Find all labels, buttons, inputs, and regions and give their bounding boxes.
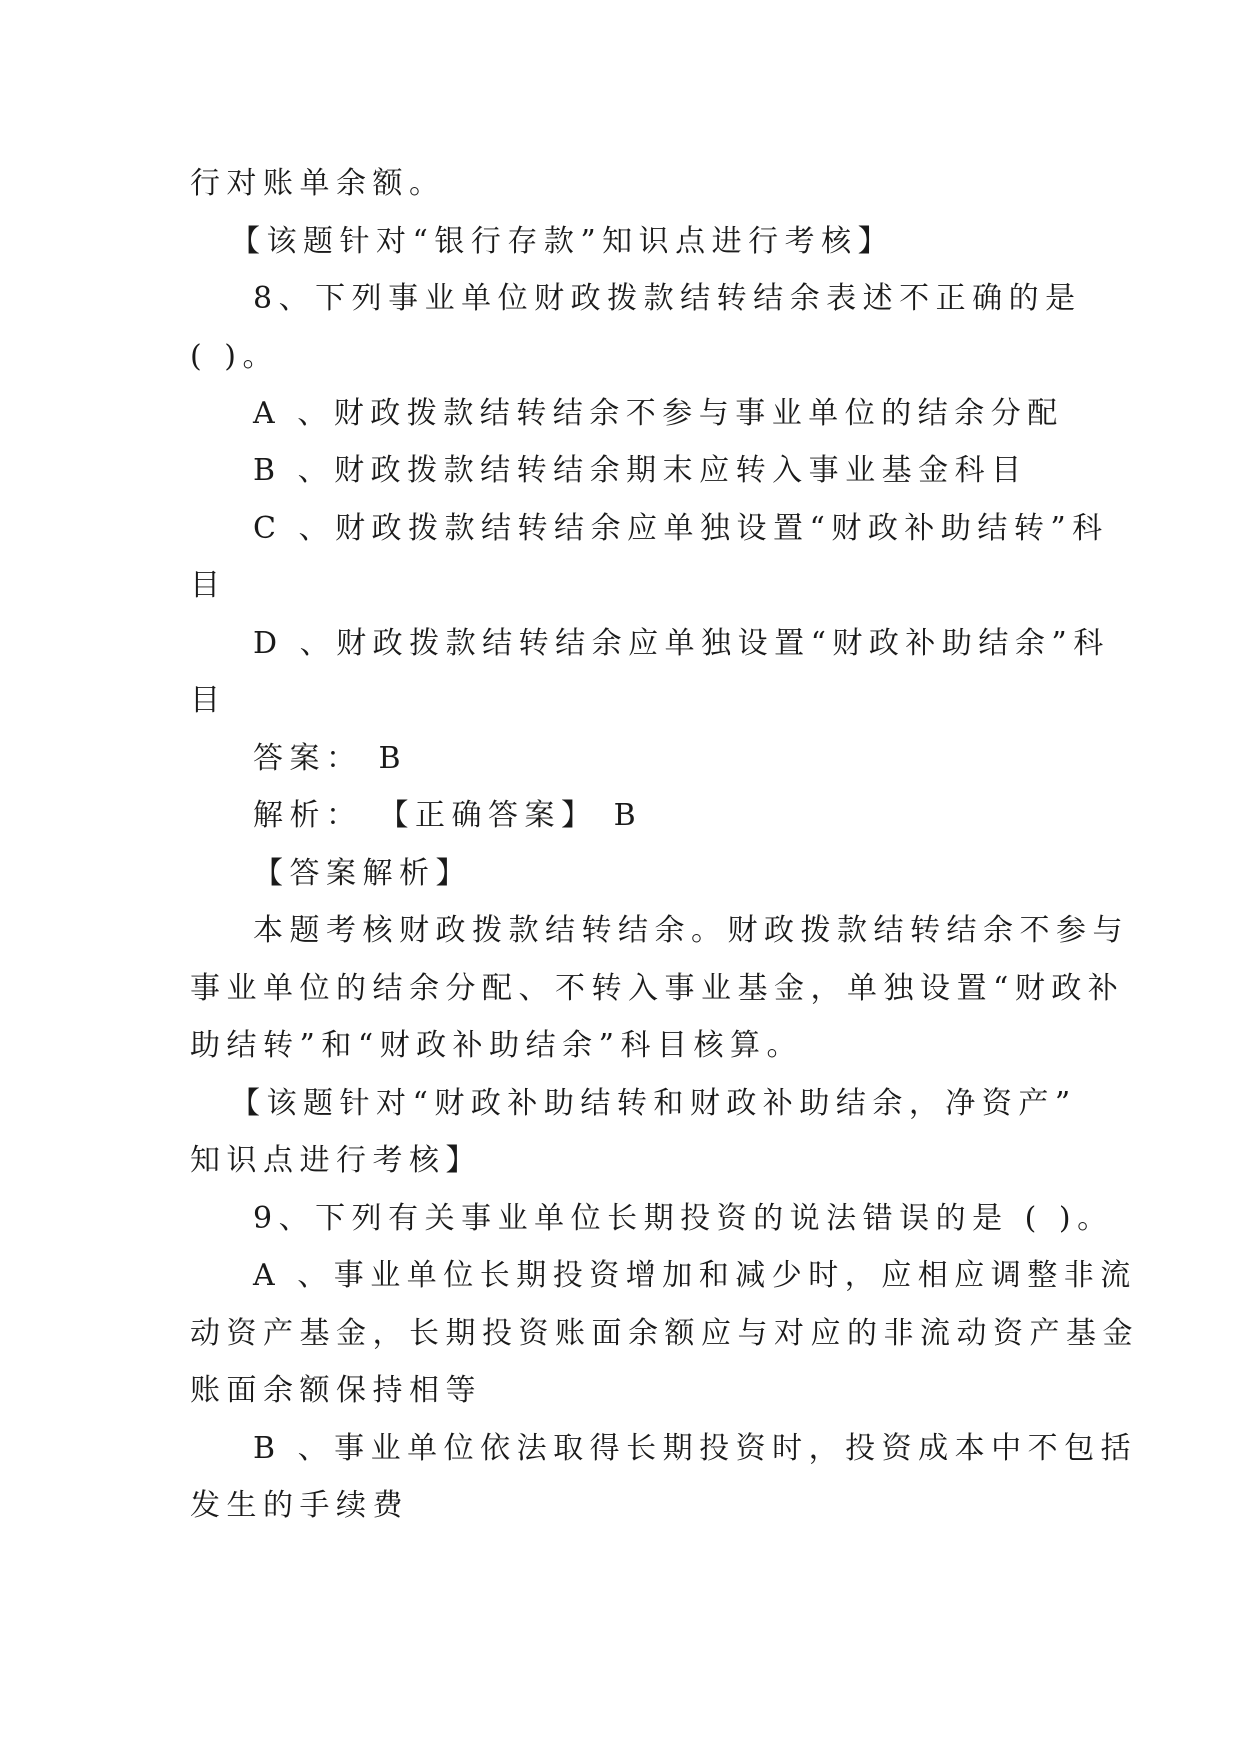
topic-note: 【该题针对“财政补助结转和财政补助结余，净资产”: [230, 1086, 1077, 1121]
option-b: B 、事业单位依法取得长期投资时，投资成本中不包括: [253, 1431, 1138, 1466]
question-9: 9、下列有关事业单位长期投资的说法错误的是 ( )。: [253, 1201, 1114, 1236]
text-line: 行对账单余额。: [190, 166, 446, 201]
option-a: A 、事业单位长期投资增加和减少时，应相应调整非流: [253, 1258, 1137, 1293]
question-8: 8、下列事业单位财政拨款结转结余表述不正确的是: [253, 281, 1082, 316]
explanation-line: 本题考核财政拨款结转结余。财政拨款结转结余不参与: [253, 913, 1129, 948]
analysis: 解析： 【正确答案】 B: [253, 798, 643, 833]
option-a: A 、财政拨款结转结余不参与事业单位的结余分配: [253, 396, 1064, 431]
text-line: 目: [190, 568, 227, 603]
explanation-line: 事业单位的结余分配、不转入事业基金，单独设置“财政补: [190, 971, 1125, 1006]
text-line: 目: [190, 683, 227, 718]
option-c: C 、财政拨款结转结余应单独设置“财政补助结转”科: [253, 511, 1109, 546]
option-d: D 、财政拨款结转结余应单独设置“财政补助结余”科: [253, 626, 1110, 661]
topic-note: 【该题针对“银行存款”知识点进行考核】: [230, 224, 895, 259]
text-line: 账面余额保持相等: [190, 1373, 482, 1408]
option-b: B 、财政拨款结转结余期末应转入事业基金科目: [253, 453, 1028, 488]
text-line: 知识点进行考核】: [190, 1143, 482, 1178]
text-line: ( )。: [190, 339, 279, 374]
text-line: 动资产基金，长期投资账面余额应与对应的非流动资产基金: [190, 1316, 1139, 1351]
analysis-heading: 【答案解析】: [253, 856, 472, 891]
text-line: 发生的手续费: [190, 1488, 409, 1523]
answer: 答案： B: [253, 741, 408, 776]
explanation-line: 助结转”和“财政补助结余”科目核算。: [190, 1028, 804, 1063]
